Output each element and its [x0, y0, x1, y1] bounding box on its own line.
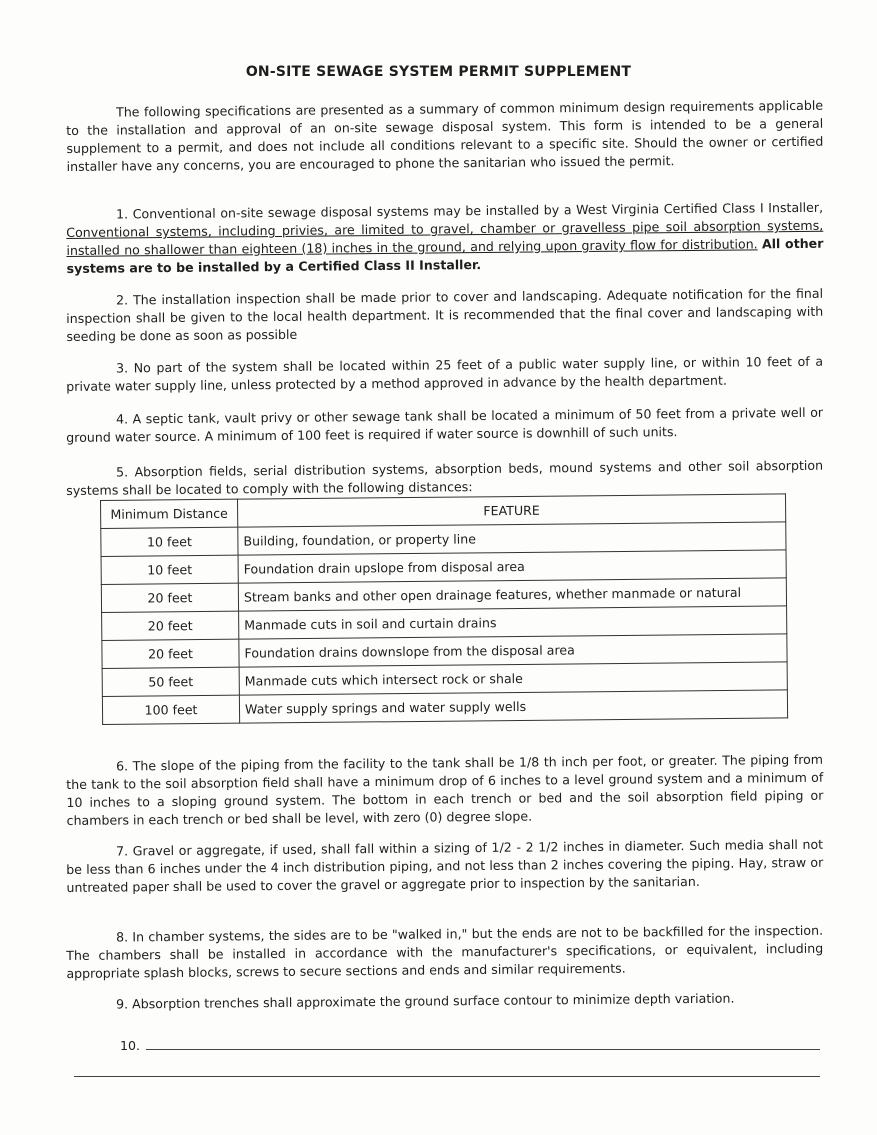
- extra-blank-line[interactable]: [74, 1076, 820, 1077]
- item-7: [66, 836, 823, 897]
- distance-cell: 10 feet: [101, 527, 238, 556]
- item-2: [66, 285, 823, 346]
- table-row: [102, 690, 787, 725]
- intro-text: The following specifications are presented as a summary of common minimum design requirements applicable to the installation and approval of an on-site sewage disposal system. This form is intended to be a general supplement to a permit, and does not include all conditions relevant to a specific site. Should the owner or certified installer have any concerns, you are encouraged to phone the sanitarian who issued the permit.: [66, 97, 824, 174]
- distance-cell: 20 feet: [101, 583, 238, 612]
- distance-cell: 20 feet: [102, 639, 239, 668]
- item-10-blank-line[interactable]: [146, 1049, 820, 1050]
- item-3: [66, 353, 823, 396]
- feature-cell: Foundation drain upslope from disposal area: [238, 550, 786, 583]
- item-9-text: 9. Absorption trenches shall approximate the ground surface contour to minimize depth variation.: [116, 990, 735, 1012]
- item-4-text: 4. A septic tank, vault privy or other sewage tank shall be located a minimum of 50 feet from a private well or ground water source. A minimum of 100 feet is required if water source is downhill of such units.: [66, 404, 824, 445]
- item-8-text: 8. In chamber systems, the sides are to be "walked in," but the ends are not to be backfilled for the inspection. The chambers shall be installed in accordance with the manufacturer's specifications, or equivalent, including appropriate splash blocks, screws to secure sections and ends and similar requirements.: [66, 922, 824, 981]
- item-3-text: 3. No part of the system shall be located within 25 feet of a public water supply line, or within 10 feet of a private water supply line, unless protected by a method approved in advance by the health department.: [66, 353, 824, 394]
- feature-cell: Foundation drains downslope from the disposal area: [239, 634, 787, 667]
- distance-table: [100, 493, 788, 725]
- item-6: [66, 751, 824, 830]
- header-minimum-distance: Minimum Distance: [101, 499, 238, 528]
- item-1-underlined: Conventional systems, including privies, are limited to gravel, chamber or gravelless pipe soil absorption systems, installed no shallower than eighteen (18) inches in the ground, and relying upon gravity flow for distribution.: [66, 217, 824, 258]
- feature-cell: Stream banks and other open drainage features, whether manmade or natural: [238, 578, 786, 611]
- feature-cell: Water supply springs and water supply wells: [239, 690, 787, 723]
- item-1-bold: All other systems are to be installed by a Certified Class II Installer.: [66, 235, 824, 276]
- item-5-text: 5. Absorption fields, serial distribution systems, absorption beds, mound systems and other soil absorption systems shall be located to comply with the following distances:: [66, 457, 824, 498]
- distance-cell: 20 feet: [102, 611, 239, 640]
- distance-cell: 10 feet: [101, 555, 238, 584]
- distance-cell: 100 feet: [102, 695, 239, 724]
- item-1-lead: 1. Conventional on-site sewage disposal systems may be installed by a West Virginia Certified Class I Installer,: [116, 199, 824, 222]
- item-7-text: 7. Gravel or aggregate, if used, shall fall within a sizing of 1/2 - 2 1/2 inches in diameter. Such media shall not be less than 6 inches under the 4 inch distribution piping, and not less than 2 inches covering the piping. Hay, straw or untreated paper shall be used to cover the gravel or aggregate prior to inspection by the sanitarian.: [66, 836, 824, 895]
- item-10-label: 10.: [120, 1038, 141, 1053]
- feature-cell: Manmade cuts which intersect rock or shale: [239, 662, 787, 695]
- distance-cell: 50 feet: [102, 667, 239, 696]
- intro-paragraph: [66, 97, 824, 176]
- header-feature: FEATURE: [237, 494, 785, 527]
- item-1: [66, 199, 824, 278]
- item-2-text: 2. The installation inspection shall be made prior to cover and landscaping. Adequate notification for the final inspection shall be given to the local health department. It is recommended that the final cover and landscaping with seeding be done as soon as possible: [66, 285, 824, 344]
- item-8: [66, 922, 823, 983]
- feature-cell: Building, foundation, or property line: [238, 522, 786, 555]
- feature-cell: Manmade cuts in soil and curtain drains: [239, 606, 787, 639]
- item-6-text: 6. The slope of the piping from the facility to the tank shall be 1/8 th inch per foot, or greater. The piping from the tank to the soil absorption field shall have a minimum drop of 6 inches to a level ground system and a minimum of 10 inches to a sloping ground system. The bottom in each trench or bed and the soil absorption field piping or chambers in each trench or bed shall be level, with zero (0) degree slope.: [66, 751, 824, 828]
- item-4: [66, 404, 823, 447]
- page-title: ON-SITE SEWAGE SYSTEM PERMIT SUPPLEMENT: [245, 64, 632, 80]
- item-9: [66, 989, 823, 1014]
